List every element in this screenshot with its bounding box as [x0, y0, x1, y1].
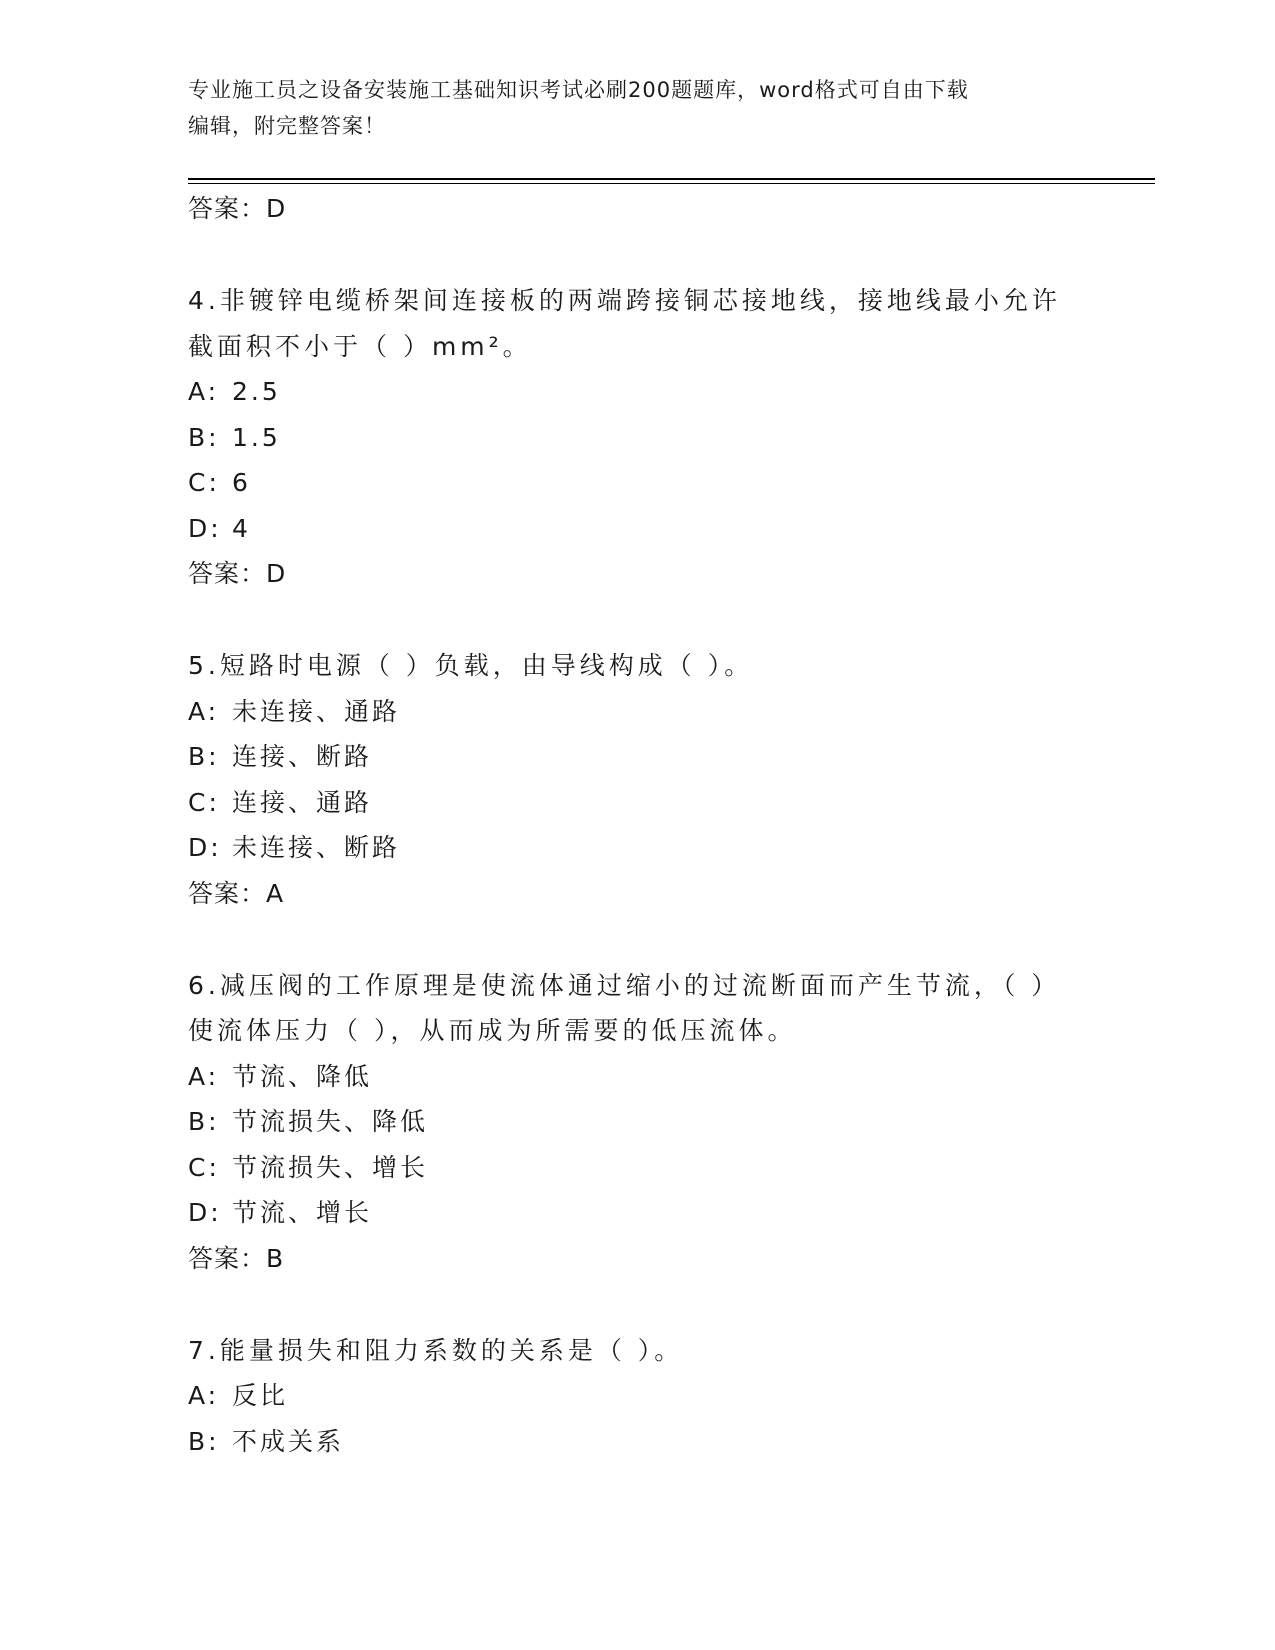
option-key: A: [188, 696, 220, 726]
option-text: 连接、断路 [232, 742, 373, 771]
option-item [188, 1099, 1088, 1145]
question-block [188, 643, 1088, 917]
option-item [188, 780, 1088, 826]
option-key: D: [188, 513, 222, 543]
question-block [188, 963, 1088, 1282]
option-item [188, 1419, 1088, 1465]
document-body [188, 186, 1088, 1464]
option-item [188, 369, 1088, 415]
answer-line: 答案：A [188, 878, 285, 908]
option-item [188, 825, 1088, 871]
header-line-2: 编辑，附完整答案！ [188, 114, 386, 138]
option-key: D: [188, 1198, 222, 1227]
option-item [188, 506, 1088, 552]
option-item [188, 689, 1088, 735]
question-block [188, 1328, 1088, 1465]
option-key: C: [188, 468, 220, 497]
option-text: 1.5 [232, 422, 281, 452]
answer-line: 答案：B [188, 1243, 285, 1273]
option-text: 反比 [232, 1381, 289, 1410]
option-text: 连接、通路 [232, 787, 373, 817]
option-text: 节流、降低 [232, 1061, 373, 1091]
option-text: 不成关系 [232, 1426, 345, 1456]
document-header [188, 72, 1088, 144]
spacer [188, 917, 1088, 963]
option-key: C: [188, 787, 220, 817]
header-divider-thick [188, 178, 1155, 180]
question-block [188, 278, 1088, 597]
option-text: 节流、增长 [232, 1198, 373, 1227]
option-item [188, 1190, 1088, 1236]
option-key: D: [188, 833, 222, 862]
option-text: 未连接、通路 [232, 696, 401, 726]
header-line-1: 专业施工员之设备安装施工基础知识考试必刷200题题库，word格式可自由下载 [188, 78, 969, 102]
option-item [188, 460, 1088, 506]
option-item [188, 734, 1088, 780]
option-key: C: [188, 1152, 220, 1182]
option-text: 2.5 [232, 377, 281, 406]
option-key: A: [188, 1061, 220, 1091]
question-text: 5.短路时电源（ ）负载，由导线构成（ ）。 [188, 651, 754, 680]
option-key: B: [188, 1426, 220, 1456]
option-key: B: [188, 742, 220, 771]
option-key: B: [188, 422, 220, 452]
spacer [188, 597, 1088, 643]
option-key: A: [188, 1381, 220, 1410]
option-text: 节流损失、增长 [232, 1152, 429, 1182]
option-text: 节流损失、降低 [232, 1107, 429, 1136]
option-key: A: [188, 377, 220, 406]
option-key: B: [188, 1107, 220, 1136]
question-text: 4.非镀锌电缆桥架间连接板的两端跨接铜芯接地线，接地线最小允许截面积不小于（ ）mm²。 [188, 286, 1061, 361]
option-item [188, 415, 1088, 461]
answer-line: 答案：D [188, 194, 287, 223]
header-divider-thin [188, 183, 1155, 184]
option-text: 4 [232, 513, 251, 543]
option-text: 未连接、断路 [232, 833, 401, 862]
option-text: 6 [232, 468, 251, 497]
answer-line: 答案：D [188, 559, 287, 588]
spacer [188, 1282, 1088, 1328]
option-item [188, 1373, 1088, 1419]
question-text: 6.减压阀的工作原理是使流体通过缩小的过流断面而产生节流，（ ）使流体压力（ ），从而成为所需要的低压流体。 [188, 970, 1061, 1045]
spacer [188, 232, 1088, 278]
option-item [188, 1054, 1088, 1100]
option-item [188, 1145, 1088, 1191]
question-text: 7.能量损失和阻力系数的关系是（ ）。 [188, 1335, 684, 1365]
